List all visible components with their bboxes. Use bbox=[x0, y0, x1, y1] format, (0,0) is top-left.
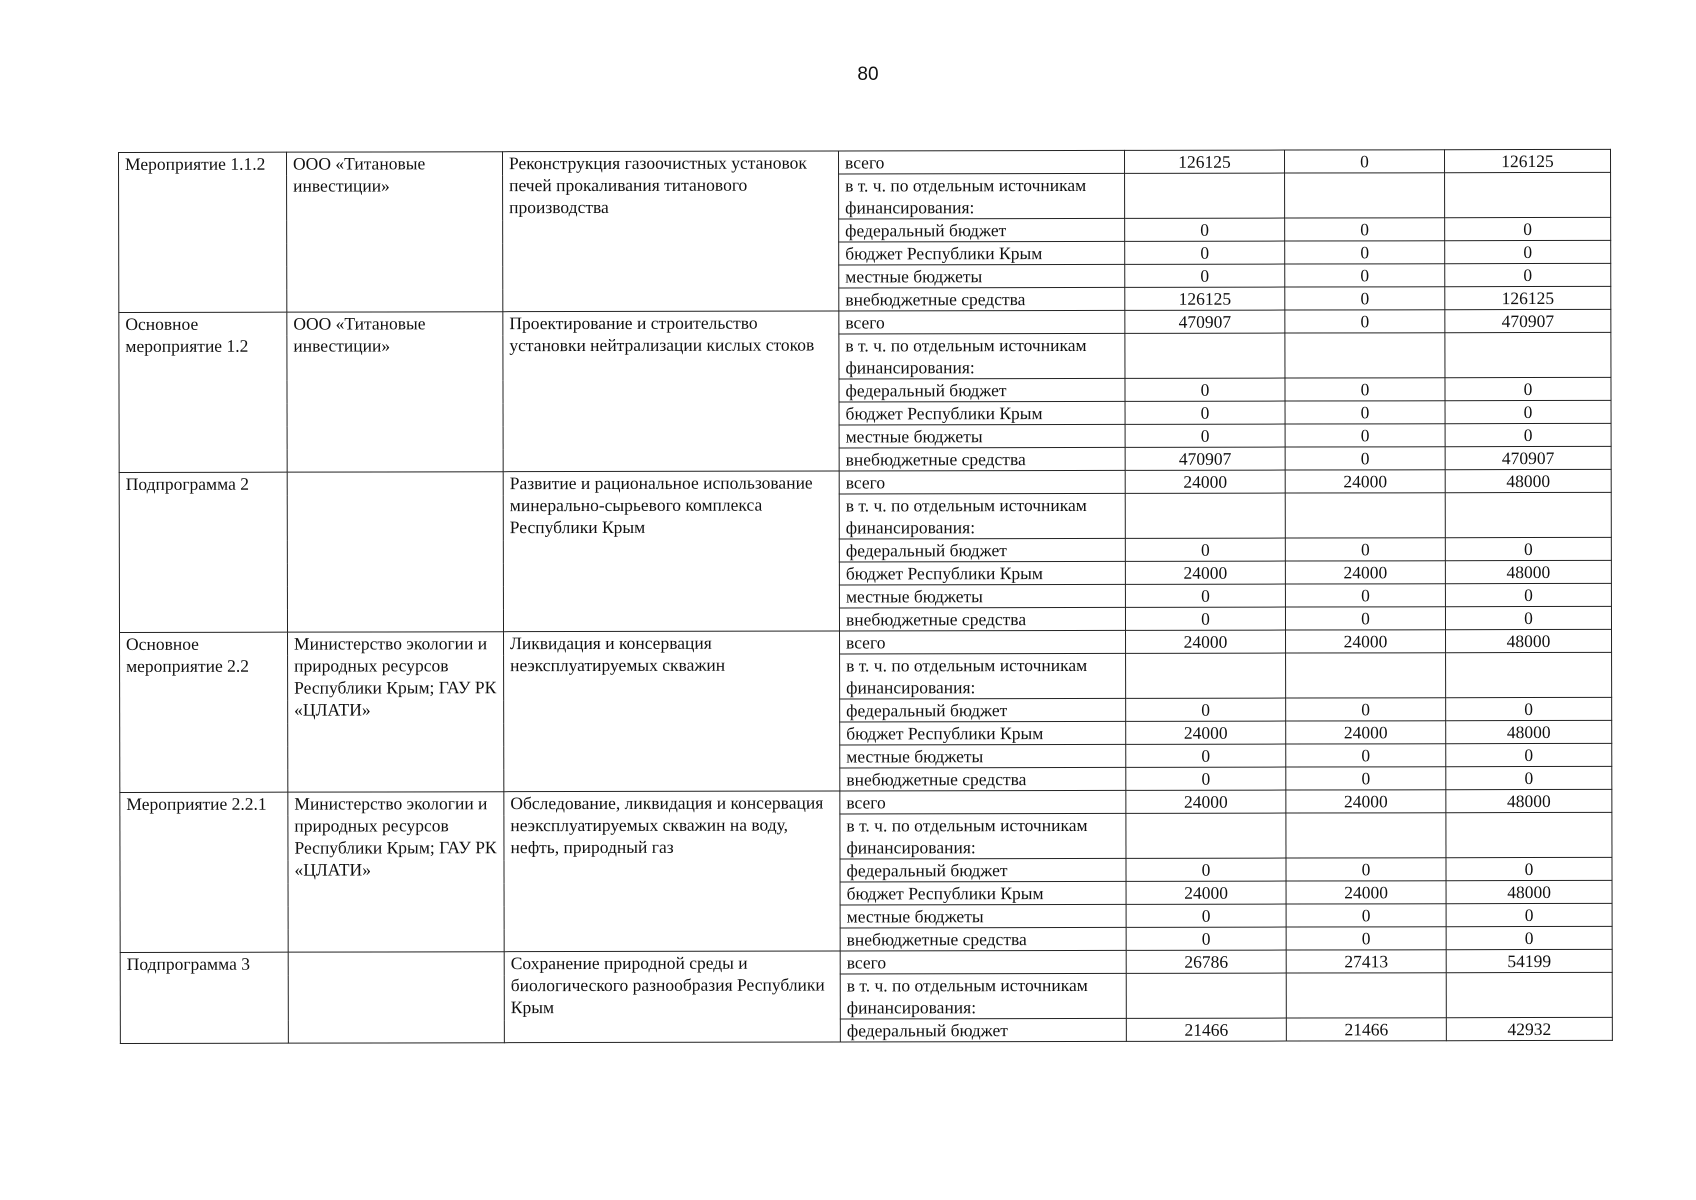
budget-table-body bbox=[119, 149, 1613, 1043]
amount-year-2: 0 bbox=[1285, 401, 1445, 424]
program-item-name: Подпрограмма 3 bbox=[120, 952, 288, 1043]
amount-year-2: 0 bbox=[1285, 447, 1445, 470]
amount-year-2 bbox=[1285, 173, 1445, 218]
amount-year-2 bbox=[1286, 813, 1446, 858]
amount-year-2: 24000 bbox=[1285, 561, 1445, 584]
amount-year-1: 24000 bbox=[1126, 721, 1286, 744]
amount-year-2: 0 bbox=[1286, 744, 1446, 767]
amount-year-1: 0 bbox=[1125, 241, 1285, 264]
amount-year-1 bbox=[1126, 653, 1286, 698]
table-row bbox=[119, 469, 1611, 495]
amount-year-1: 24000 bbox=[1125, 561, 1285, 584]
responsible-executor: ООО «Титановые инвестиции» bbox=[287, 152, 503, 312]
amount-total: 48000 bbox=[1445, 560, 1611, 583]
amount-total: 48000 bbox=[1445, 469, 1611, 492]
amount-year-1: 0 bbox=[1126, 744, 1286, 767]
amount-total: 0 bbox=[1445, 377, 1611, 400]
amount-year-2: 0 bbox=[1286, 698, 1446, 721]
funding-source-label: федеральный бюджет bbox=[840, 858, 1126, 882]
table-row bbox=[119, 149, 1611, 175]
amount-year-2: 0 bbox=[1285, 538, 1445, 561]
amount-total: 48000 bbox=[1446, 789, 1612, 812]
amount-total: 48000 bbox=[1446, 720, 1612, 743]
program-item-name: Подпрограмма 2 bbox=[119, 472, 287, 632]
amount-year-1: 24000 bbox=[1126, 881, 1286, 904]
amount-total: 0 bbox=[1445, 240, 1611, 263]
funding-source-label: бюджет Республики Крым bbox=[839, 561, 1125, 585]
amount-year-1: 0 bbox=[1125, 607, 1285, 630]
funding-source-label: в т. ч. по отдельным источникам финансирования: bbox=[840, 813, 1126, 859]
amount-total: 0 bbox=[1446, 743, 1612, 766]
amount-total: 0 bbox=[1445, 400, 1611, 423]
amount-year-2: 0 bbox=[1286, 858, 1446, 881]
funding-source-label: всего bbox=[840, 950, 1126, 974]
responsible-executor bbox=[287, 472, 503, 632]
amount-year-1: 24000 bbox=[1126, 790, 1286, 813]
amount-year-2: 0 bbox=[1285, 584, 1445, 607]
amount-total: 48000 bbox=[1446, 629, 1612, 652]
table-row bbox=[120, 629, 1612, 655]
amount-total: 126125 bbox=[1445, 286, 1611, 309]
amount-total: 0 bbox=[1446, 926, 1612, 949]
amount-total: 42932 bbox=[1446, 1017, 1612, 1040]
amount-year-1: 0 bbox=[1125, 584, 1285, 607]
amount-year-1: 0 bbox=[1126, 767, 1286, 790]
funding-source-label: внебюджетные средства bbox=[839, 607, 1125, 631]
amount-year-2: 0 bbox=[1285, 241, 1445, 264]
amount-year-1 bbox=[1125, 493, 1285, 538]
funding-source-label: в т. ч. по отдельным источникам финансирования: bbox=[840, 653, 1126, 699]
item-description: Проектирование и строительство установки нейтрализации кислых стоков bbox=[503, 311, 839, 472]
amount-year-1: 126125 bbox=[1124, 150, 1284, 173]
amount-total: 0 bbox=[1445, 537, 1611, 560]
amount-year-2: 0 bbox=[1285, 264, 1445, 287]
funding-source-label: бюджет Республики Крым bbox=[840, 881, 1126, 905]
funding-source-label: бюджет Республики Крым bbox=[839, 401, 1125, 425]
amount-year-2: 24000 bbox=[1285, 470, 1445, 493]
funding-source-label: местные бюджеты bbox=[839, 584, 1125, 608]
amount-year-2: 24000 bbox=[1286, 721, 1446, 744]
funding-source-label: в т. ч. по отдельным источникам финансирования: bbox=[839, 173, 1125, 219]
funding-source-label: в т. ч. по отдельным источникам финансирования: bbox=[839, 333, 1125, 379]
amount-year-2 bbox=[1286, 653, 1446, 698]
amount-total: 0 bbox=[1445, 217, 1611, 240]
funding-source-label: местные бюджеты bbox=[840, 904, 1126, 928]
program-item-name: Мероприятие 1.1.2 bbox=[119, 152, 287, 312]
amount-year-1: 470907 bbox=[1125, 447, 1285, 470]
item-description: Ликвидация и консервация неэксплуатируемых скважин bbox=[504, 631, 840, 792]
amount-year-2: 24000 bbox=[1286, 630, 1446, 653]
table-row bbox=[120, 789, 1612, 815]
amount-total: 126125 bbox=[1444, 149, 1610, 172]
funding-source-label: бюджет Республики Крым bbox=[839, 241, 1125, 265]
amount-year-1: 0 bbox=[1126, 858, 1286, 881]
amount-year-1 bbox=[1126, 813, 1286, 858]
funding-source-label: местные бюджеты bbox=[839, 424, 1125, 448]
amount-total: 470907 bbox=[1445, 309, 1611, 332]
funding-source-label: федеральный бюджет bbox=[839, 218, 1125, 242]
amount-total bbox=[1446, 972, 1612, 1017]
funding-source-label: федеральный бюджет bbox=[839, 378, 1125, 402]
amount-year-2: 0 bbox=[1285, 310, 1445, 333]
amount-year-2 bbox=[1286, 973, 1446, 1018]
amount-year-2: 24000 bbox=[1286, 881, 1446, 904]
program-item-name: Основное мероприятие 1.2 bbox=[119, 312, 287, 472]
amount-total: 0 bbox=[1445, 263, 1611, 286]
funding-source-label: федеральный бюджет bbox=[839, 538, 1125, 562]
funding-source-label: внебюджетные средства bbox=[839, 287, 1125, 311]
amount-year-1: 0 bbox=[1125, 264, 1285, 287]
amount-year-2: 24000 bbox=[1286, 790, 1446, 813]
amount-year-2: 0 bbox=[1284, 150, 1444, 173]
amount-total: 54199 bbox=[1446, 949, 1612, 972]
amount-total bbox=[1445, 172, 1611, 217]
responsible-executor bbox=[288, 952, 504, 1043]
amount-year-1: 21466 bbox=[1126, 1018, 1286, 1041]
amount-total bbox=[1445, 332, 1611, 377]
funding-source-label: всего bbox=[840, 790, 1126, 814]
amount-year-2: 0 bbox=[1285, 287, 1445, 310]
funding-source-label: всего bbox=[840, 630, 1126, 654]
funding-source-label: в т. ч. по отдельным источникам финансирования: bbox=[839, 493, 1125, 539]
funding-source-label: всего bbox=[838, 150, 1124, 174]
amount-year-2: 0 bbox=[1285, 218, 1445, 241]
amount-year-2: 0 bbox=[1285, 424, 1445, 447]
amount-year-1: 0 bbox=[1126, 698, 1286, 721]
amount-year-1: 0 bbox=[1125, 424, 1285, 447]
responsible-executor: ООО «Титановые инвестиции» bbox=[287, 312, 503, 472]
amount-year-1: 0 bbox=[1126, 904, 1286, 927]
amount-year-2: 0 bbox=[1285, 378, 1445, 401]
amount-year-1: 0 bbox=[1125, 401, 1285, 424]
amount-total: 0 bbox=[1446, 857, 1612, 880]
amount-year-2: 21466 bbox=[1286, 1018, 1446, 1041]
page-number: 80 bbox=[857, 64, 879, 85]
amount-total: 0 bbox=[1445, 423, 1611, 446]
funding-source-label: федеральный бюджет bbox=[840, 1018, 1126, 1042]
item-description: Реконструкция газоочистных установок печей прокаливания титанового производства bbox=[503, 151, 839, 312]
funding-source-label: всего bbox=[839, 310, 1125, 334]
funding-source-label: внебюджетные средства bbox=[840, 927, 1126, 951]
amount-year-2 bbox=[1285, 493, 1445, 538]
amount-year-1: 0 bbox=[1125, 378, 1285, 401]
amount-year-1: 126125 bbox=[1125, 287, 1285, 310]
item-description: Развитие и рациональное использование минерально-сырьевого комплекса Республики Крым bbox=[503, 471, 839, 632]
amount-year-1: 0 bbox=[1125, 218, 1285, 241]
amount-year-1 bbox=[1125, 173, 1285, 218]
amount-total bbox=[1445, 492, 1611, 537]
amount-year-2: 0 bbox=[1286, 904, 1446, 927]
amount-year-1: 24000 bbox=[1126, 630, 1286, 653]
amount-total bbox=[1446, 812, 1612, 857]
funding-source-label: федеральный бюджет bbox=[840, 698, 1126, 722]
amount-year-1: 470907 bbox=[1125, 310, 1285, 333]
amount-total: 0 bbox=[1446, 697, 1612, 720]
funding-source-label: в т. ч. по отдельным источникам финансирования: bbox=[840, 973, 1126, 1019]
amount-total: 470907 bbox=[1445, 446, 1611, 469]
funding-source-label: местные бюджеты bbox=[840, 744, 1126, 768]
item-description: Сохранение природной среды и биологического разнообразия Республики Крым bbox=[504, 951, 840, 1043]
responsible-executor: Министерство экологии и природных ресурсов Республики Крым; ГАУ РК «ЦЛАТИ» bbox=[288, 792, 504, 952]
amount-total: 0 bbox=[1445, 583, 1611, 606]
amount-total: 0 bbox=[1445, 606, 1611, 629]
item-description: Обследование, ликвидация и консервация неэксплуатируемых скважин на воду, нефть, природный газ bbox=[504, 791, 840, 952]
amount-total: 0 bbox=[1446, 903, 1612, 926]
amount-total: 48000 bbox=[1446, 880, 1612, 903]
budget-table bbox=[118, 149, 1613, 1044]
amount-total: 0 bbox=[1446, 766, 1612, 789]
responsible-executor: Министерство экологии и природных ресурсов Республики Крым; ГАУ РК «ЦЛАТИ» bbox=[288, 632, 504, 792]
funding-source-label: бюджет Республики Крым bbox=[840, 721, 1126, 745]
amount-total bbox=[1446, 652, 1612, 697]
program-item-name: Мероприятие 2.2.1 bbox=[120, 792, 288, 952]
funding-source-label: всего bbox=[839, 470, 1125, 494]
table-row bbox=[119, 309, 1611, 335]
amount-year-2: 0 bbox=[1286, 767, 1446, 790]
amount-year-2: 0 bbox=[1285, 607, 1445, 630]
amount-year-1 bbox=[1125, 333, 1285, 378]
amount-year-2: 27413 bbox=[1286, 950, 1446, 973]
funding-source-label: внебюджетные средства bbox=[839, 447, 1125, 471]
amount-year-1: 24000 bbox=[1125, 470, 1285, 493]
funding-source-label: местные бюджеты bbox=[839, 264, 1125, 288]
amount-year-1: 0 bbox=[1125, 538, 1285, 561]
amount-year-1 bbox=[1126, 973, 1286, 1018]
funding-source-label: внебюджетные средства bbox=[840, 767, 1126, 791]
amount-year-2: 0 bbox=[1286, 927, 1446, 950]
table-row bbox=[120, 949, 1612, 975]
program-item-name: Основное мероприятие 2.2 bbox=[120, 632, 288, 792]
amount-year-2 bbox=[1285, 333, 1445, 378]
amount-year-1: 0 bbox=[1126, 927, 1286, 950]
amount-year-1: 26786 bbox=[1126, 950, 1286, 973]
